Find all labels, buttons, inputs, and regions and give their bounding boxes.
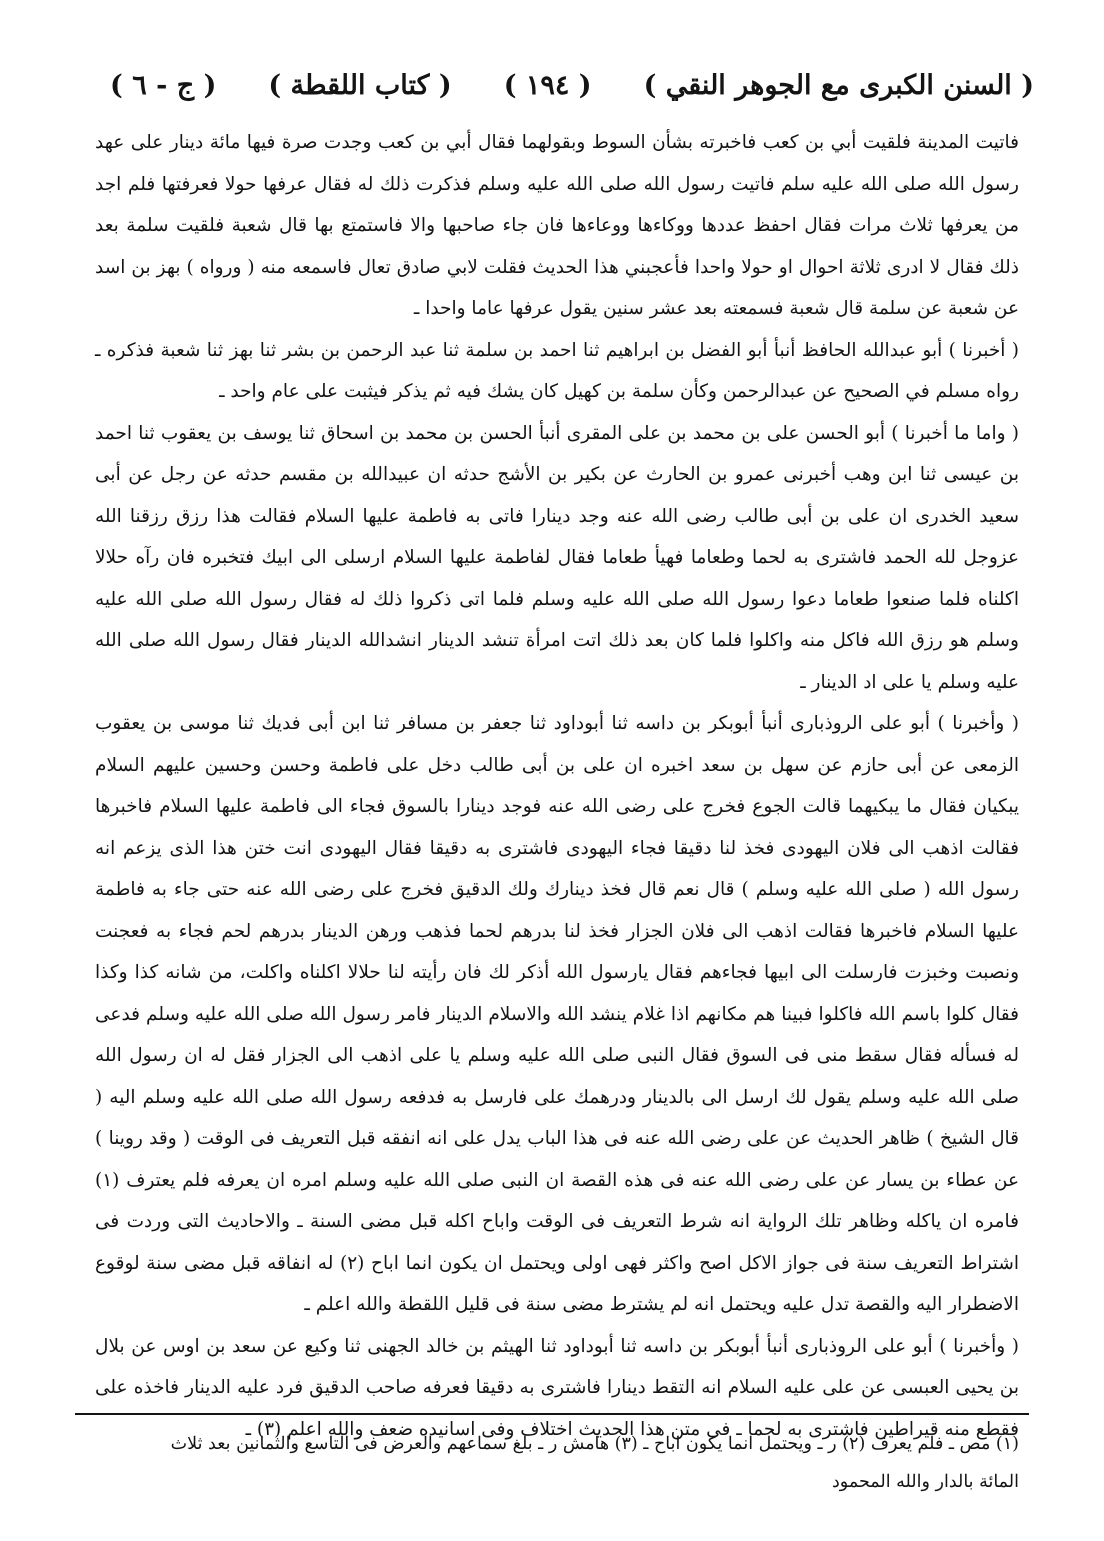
- footnote-line: (١) مص ـ فلم يعرف (٢) ر ـ ويحتمل انما يكون اباح ـ (٣) هامش ر ـ بلغ سماعهم والعرض فى التاسع والثمانين بعد ثلاث: [170, 1434, 1019, 1454]
- page-header: [110, 60, 1034, 110]
- footnotes: [95, 1425, 1019, 1501]
- paragraph-narration: ( أخبرنا ) أبو عبدالله الحافظ أنبأ أبو الفضل بن ابراهيم ثنا احمد بن سلمة ثنا عبد الرحمن بن بشر ثنا بهز ثنا شعبة فذكره ـ رواه مسلم في الصحيح عن عبدالرحمن وكأن سلمة بن كهيل كان يشك فيه ثم يذكر فيثبت على عام واحد ـ: [95, 339, 1019, 402]
- chapter-title: ( كتاب اللقطة ): [268, 69, 452, 101]
- main-text: [95, 122, 1019, 1450]
- volume-number: ( ج - ٦ ): [110, 69, 217, 101]
- paragraph-narration: ( واما ما أخبرنا ) أبو الحسن على بن محمد بن على المقرى أنبأ الحسن بن محمد بن اسحاق ثنا يوسف بن يعقوب ثنا احمد بن عيسى ثنا ابن وهب أخبرنى عمرو بن الحارث عن بكير بن الأشج حدثه ان عبيدالله بن مقسم حدثه عن رجل عن أبى سعيد الخدرى ان على بن أبى طالب رضى الله عنه وجد دينارا فاتى به فاطمة عليها السلام فقالت هذا رزق رزقنا الله عزوجل لله الحمد فاشترى به لحما وطعاما فهيأ طعاما فقال لفاطمة عليها السلام ارسلى الى ابيك فتخبره فان رآه حلالا اكلناه فلما صنعوا طعاما دعوا رسول الله صلى الله عليه وسلم فلما اتى ذكروا ذلك له فقال رسول الله صلى الله عليه وسلم هو رزق الله فاكل منه واكلوا فلما كان بعد ذلك اتت امرأة تنشد الدينار انشدالله الدينار فقال رسول الله صلى الله عليه وسلم يا على اد الدينار ـ: [95, 422, 1019, 693]
- paragraph-continuation: فاتيت المدينة فلقيت أبي بن كعب فاخبرته بشأن السوط وبقولهما فقال أبي بن كعب وجدت صرة فيها مائة دينار على عهد رسول الله صلى الله عليه سلم فاتيت رسول الله صلى الله عليه وسلم فذكرت ذلك له فقال عرفها حولا فعرفتها فلم اجد من يعرفها ثلاث مرات فقال احفظ عددها ووكاءها ووعاءها فان جاء صاحبها والا فاستمتع بها قال شعبة فلقيت سلمة بعد ذلك فقال لا ادرى ثلاثة احوال او حولا واحدا فأعجبني هذا الحديث فقلت لابي صادق تعال فاسمعه منه ( ورواه ) بهز بن اسد عن شعبة عن سلمة قال شعبة فسمعته بعد عشر سنين يقول عرفها عاما واحدا ـ: [95, 132, 1019, 319]
- paragraph-narration: ( وأخبرنا ) أبو على الروذبارى أنبأ أبوبكر بن داسه ثنا أبوداود ثنا الهيثم بن خالد الجهنى ثنا وكيع عن سعد بن اوس عن بلال بن يحيى العبسى عن على عليه السلام انه التقط دينارا فاشترى به دقيقا فعرفه صاحب الدقيق فرد عليه الدينار فاخذه على فقطع منه قيراطين فاشترى به لحما ـ فى متن هذا الحديث اختلاف وفى اسانيده ضعف والله اعلم (٣) ـ: [95, 1335, 1019, 1440]
- paragraph-narration: ( وأخبرنا ) أبو على الروذبارى أنبأ أبوبكر بن داسه ثنا أبوداود ثنا جعفر بن مسافر ثنا ابن أبى فديك ثنا موسى بن يعقوب الزمعى عن أبى حازم عن سهل بن سعد اخبره ان على بن أبى طالب دخل على فاطمة وحسن وحسين عليهم السلام يبكيان فقال ما يبكيهما قالت الجوع فخرج على رضى الله عنه فوجد دينارا بالسوق فجاء الى فاطمة عليها السلام فاخبرها فقالت اذهب الى فلان اليهودى فخذ لنا دقيقا فجاء اليهودى فاشترى به دقيقا فقال اليهودى انت ختن هذا الذى يزعم انه رسول الله ( صلى الله عليه وسلم ) قال نعم قال فخذ دينارك ولك الدقيق فخرج على رضى الله عنه حتى جاء به فاطمة عليها السلام فاخبرها فقالت اذهب الى فلان الجزار فخذ لنا بدرهم لحما فذهب ورهن الدينار بدرهم لحم فجاء به فعجنت ونصبت وخبزت فارسلت الى ابيها فجاءهم فقال يارسول الله أذكر لك فان رأيته لنا حلالا اكلناه واكلت، من شانه كذا وكذا فقال كلوا باسم الله فاكلوا فبينا هم مكانهم اذا غلام ينشد الله والاسلام الدينار فامر رسول الله صلى الله عليه وسلم فدعى له فسأله فقال سقط منى فى السوق فقال النبى صلى الله عليه وسلم يا على اذهب الى الجزار فقل له ان رسول الله صلى الله عليه وسلم يقول لك ارسل الى بالدينار ودرهمك على فارسل به فدفعه رسول الله صلى الله عليه وسلم اليه ( قال الشيخ ) ظاهر الحديث عن على رضى الله عنه فى هذا الباب يدل على انه انفقه قبل التعريف فى الوقت ( وقد روينا ) عن عطاء بن يسار عن على رضى الله عنه فى هذه القصة ان النبى صلى الله عليه وسلم امره ان يعرفه فلم يعترف (١) فامره ان ياكله وظاهر تلك الرواية انه شرط التعريف فى الوقت واباح اكله قبل مضى السنة ـ والاحاديث التى وردت فى اشتراط التعريف سنة فى جواز الاكل اصح واكثر فهى اولى ويحتمل ان يكون انما اباح (٢) له انفاقه قبل مضى سنة لوقوع الاضطرار اليه والقصة تدل عليه ويحتمل انه لم يشترط مضى سنة فى قليل اللقطة والله اعلم ـ: [95, 713, 1020, 1315]
- page-number: ( ١٩٤ ): [503, 69, 592, 101]
- footnote-divider: [75, 1413, 1029, 1415]
- footnote-line: المائة بالدار والله المحمود: [832, 1472, 1019, 1492]
- book-title: ( السنن الكبرى مع الجوهر النقي ): [643, 69, 1034, 101]
